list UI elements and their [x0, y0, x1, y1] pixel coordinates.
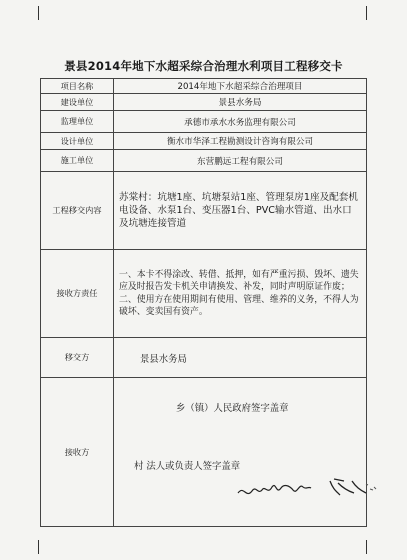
handover-party-value: 景县水务局: [114, 338, 367, 378]
project-name-label: 项目名称: [41, 79, 114, 94]
contractor-unit-label: 施工单位: [41, 150, 114, 172]
row-project-name: [41, 79, 367, 94]
row-handover-content: [41, 172, 367, 250]
row-handover-party: [41, 338, 367, 378]
receiver-signature-area: [114, 378, 367, 527]
construction-unit-value: 景县水务局: [114, 94, 367, 111]
row-supervision-unit: [41, 111, 367, 133]
handwritten-signature: [234, 475, 384, 499]
supervision-unit-value: 承德市承水水务监理有限公司: [114, 111, 367, 133]
receiver-duty-value: 一、本卡不得涂改、转借、抵押，如有严重污损、毁坏、遗失应及时报告发卡机关申请换发、补发，同时声明原证作废；二、使用方在使用期间有使用、管理、维养的义务，不得人为破坏、变卖国有资产。: [114, 250, 367, 338]
receiver-duty-label: 接收方责任: [41, 250, 114, 338]
township-seal-line: 乡（镇）人民政府签字盖章: [176, 403, 289, 414]
handover-party-label: 移交方: [41, 338, 114, 378]
row-contractor-unit: [41, 150, 367, 172]
handover-form-table: [40, 78, 367, 527]
row-receiver-duty: [41, 250, 367, 338]
design-unit-value: 衡水市华泽工程勘测设计咨询有限公司: [114, 133, 367, 150]
row-design-unit: [41, 133, 367, 150]
crop-mark-top-right: [366, 6, 377, 20]
row-construction-unit: [41, 94, 367, 111]
crop-mark-bottom-right: [366, 540, 377, 554]
receiver-label: 接收方: [41, 378, 114, 527]
handover-content-value: 苏棠村：坑塘1座、坑塘泵站1座、管理泵房1座及配套机电设备、水泵1台、变压器1台、PVC输水管道、出水口及坑塘连接管道: [114, 172, 367, 250]
village-seal-line: 村 法人或负责人签字盖章: [134, 461, 241, 472]
construction-unit-label: 建设单位: [41, 94, 114, 111]
document-title: 景县2014年地下水超采综合治理水利项目工程移交卡: [64, 59, 343, 73]
crop-mark-top-left: [38, 6, 49, 20]
design-unit-label: 设计单位: [41, 133, 114, 150]
crop-mark-bottom-left: [38, 540, 49, 554]
contractor-unit-value: 东营鹏远工程有限公司: [114, 150, 367, 172]
project-name-value: 2014年地下水超采综合治理项目: [114, 79, 367, 94]
row-receiver: [41, 378, 367, 527]
handover-content-label: 工程移交内容: [41, 172, 114, 250]
supervision-unit-label: 监理单位: [41, 111, 114, 133]
